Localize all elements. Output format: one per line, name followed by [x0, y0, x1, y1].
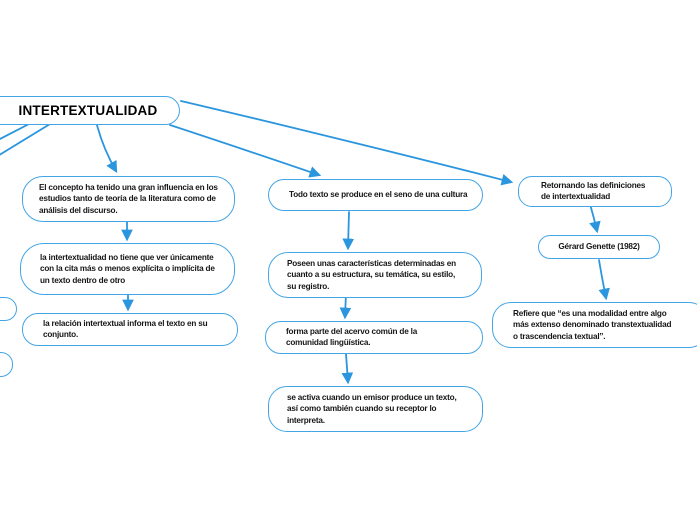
node-texto-cultura[interactable] — [268, 179, 483, 211]
node-transtextualidad[interactable] — [492, 302, 697, 348]
connector-right2-right3 — [599, 260, 606, 298]
node-caracteristicas[interactable] — [268, 252, 482, 298]
node-emisor-receptor[interactable] — [268, 386, 483, 432]
connector-root-offscreen-b — [0, 124, 50, 157]
node-gerard-genette[interactable] — [538, 235, 660, 259]
node-root-intertextualidad[interactable] — [0, 96, 180, 125]
node-label: Refiere que “es una modalidad entre algo más extenso denominado transtextualidad o trascendencia textual”. — [513, 309, 672, 341]
node-definiciones[interactable] — [518, 176, 672, 207]
connector-mid1-mid2 — [348, 212, 349, 248]
connector-root-right1 — [181, 101, 511, 182]
node-label: la intertextualidad no tiene que ver únicamente con la cita más o menos explícita o implícita de un texto dentro de otro — [40, 252, 215, 285]
node-label: Retornando las definiciones de intertextualidad — [541, 181, 646, 202]
node-no-solo-cita[interactable] — [20, 243, 235, 295]
node-label: Poseen unas características determinadas en cuanto a su estructura, su temática, su estilo, su registro. — [287, 259, 456, 291]
node-label: Gérard Genette (1982) — [558, 242, 640, 252]
connector-root-mid1 — [170, 125, 319, 175]
connector-right1-right2 — [590, 204, 597, 231]
node-label: El concepto ha tenido una gran influencia en los estudios tanto de teoría de la literatura como de análisis del discurso. — [39, 183, 218, 215]
node-relacion-intertextual[interactable] — [22, 313, 238, 346]
node-label: forma parte del acervo común de la comunidad lingüística. — [286, 327, 418, 348]
node-acervo-comun[interactable] — [265, 321, 483, 354]
connector-mid3-mid4 — [346, 354, 348, 382]
node-concepto-influencia[interactable] — [22, 176, 235, 222]
node-label: Todo texto se produce en el seno de una cultura — [289, 190, 468, 200]
node-label: la relación intertextual informa el texto en su conjunto. — [43, 319, 208, 340]
connector-root-left1 — [97, 125, 116, 171]
node-label: se activa cuando un emisor produce un texto, así como también cuando su receptor lo interpreta. — [287, 393, 457, 425]
node-root-label: INTERTEXTUALIDAD — [18, 102, 158, 118]
